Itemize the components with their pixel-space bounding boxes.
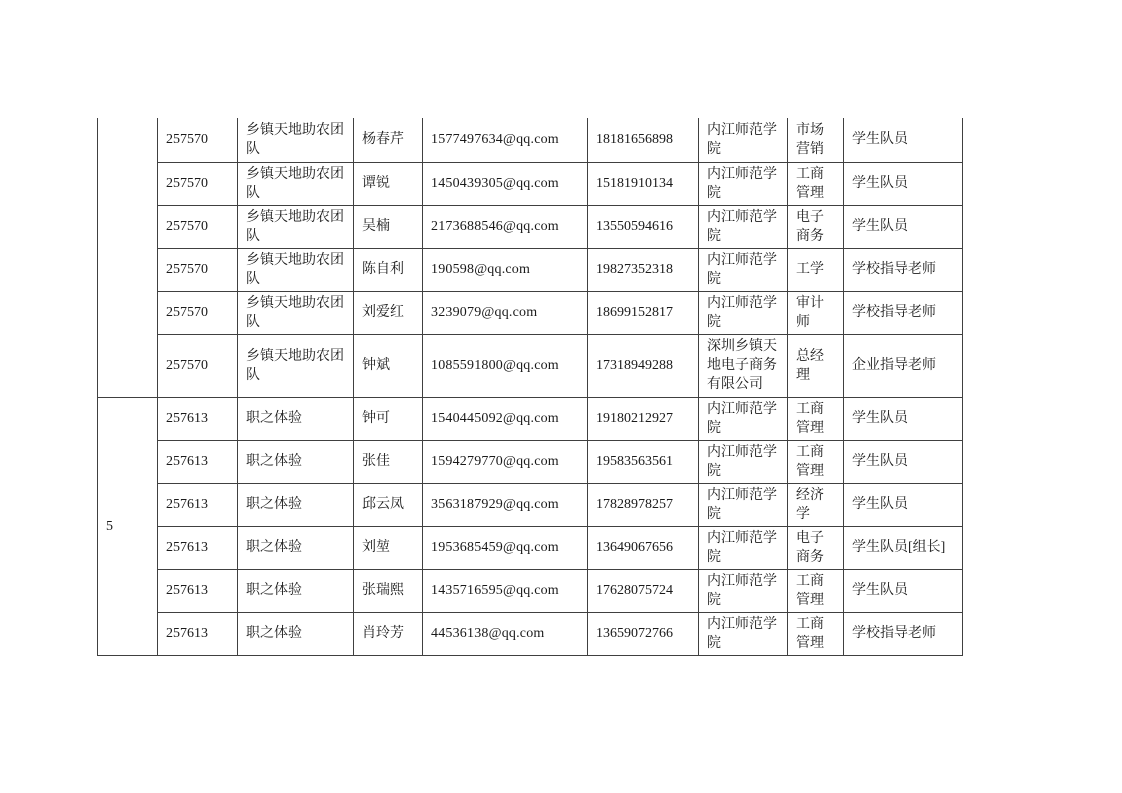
team-id-cell: 257613 bbox=[158, 612, 238, 655]
team-id-cell: 257613 bbox=[158, 440, 238, 483]
phone-cell: 15181910134 bbox=[588, 162, 699, 205]
team-name-cell: 职之体验 bbox=[238, 569, 354, 612]
team-id-cell: 257613 bbox=[158, 569, 238, 612]
member-name-cell: 刘爱红 bbox=[354, 291, 423, 334]
organization-cell: 深圳乡镇天地电子商务有限公司 bbox=[699, 334, 788, 397]
roster-row bbox=[98, 205, 963, 248]
email-cell: 3239079@qq.com bbox=[423, 291, 588, 334]
role-cell: 学校指导老师 bbox=[844, 612, 963, 655]
member-name-cell: 邱云凤 bbox=[354, 483, 423, 526]
phone-cell: 18181656898 bbox=[588, 118, 699, 162]
phone-cell: 19180212927 bbox=[588, 397, 699, 440]
role-cell: 学生队员 bbox=[844, 162, 963, 205]
member-name-cell: 张佳 bbox=[354, 440, 423, 483]
role-cell: 学生队员[组长] bbox=[844, 526, 963, 569]
role-cell: 学生队员 bbox=[844, 118, 963, 162]
team-name-cell: 乡镇天地助农团队 bbox=[238, 334, 354, 397]
organization-cell: 内江师范学院 bbox=[699, 526, 788, 569]
major-cell: 电子商务 bbox=[788, 205, 844, 248]
role-cell: 学校指导老师 bbox=[844, 291, 963, 334]
roster-row bbox=[98, 612, 963, 655]
team-id-cell: 257570 bbox=[158, 205, 238, 248]
major-cell: 工商管理 bbox=[788, 440, 844, 483]
email-cell: 1953685459@qq.com bbox=[423, 526, 588, 569]
member-name-cell: 钟可 bbox=[354, 397, 423, 440]
organization-cell: 内江师范学院 bbox=[699, 205, 788, 248]
team-name-cell: 乡镇天地助农团队 bbox=[238, 291, 354, 334]
team-name-cell: 职之体验 bbox=[238, 526, 354, 569]
roster-row bbox=[98, 483, 963, 526]
major-cell: 工商管理 bbox=[788, 162, 844, 205]
roster-row bbox=[98, 440, 963, 483]
role-cell: 企业指导老师 bbox=[844, 334, 963, 397]
major-cell: 工商管理 bbox=[788, 569, 844, 612]
member-name-cell: 钟斌 bbox=[354, 334, 423, 397]
email-cell: 44536138@qq.com bbox=[423, 612, 588, 655]
organization-cell: 内江师范学院 bbox=[699, 612, 788, 655]
email-cell: 1594279770@qq.com bbox=[423, 440, 588, 483]
team-name-cell: 职之体验 bbox=[238, 612, 354, 655]
phone-cell: 19827352318 bbox=[588, 248, 699, 291]
roster-row bbox=[98, 118, 963, 162]
member-name-cell: 吴楠 bbox=[354, 205, 423, 248]
phone-cell: 13649067656 bbox=[588, 526, 699, 569]
team-name-cell: 职之体验 bbox=[238, 440, 354, 483]
major-cell: 总经理 bbox=[788, 334, 844, 397]
organization-cell: 内江师范学院 bbox=[699, 248, 788, 291]
team-id-cell: 257570 bbox=[158, 291, 238, 334]
group-number-cell bbox=[98, 118, 158, 397]
role-cell: 学生队员 bbox=[844, 440, 963, 483]
phone-cell: 17318949288 bbox=[588, 334, 699, 397]
roster-row bbox=[98, 569, 963, 612]
group-number-cell: 5 bbox=[98, 397, 158, 655]
major-cell: 电子商务 bbox=[788, 526, 844, 569]
phone-cell: 13659072766 bbox=[588, 612, 699, 655]
roster-row bbox=[98, 526, 963, 569]
major-cell: 审计师 bbox=[788, 291, 844, 334]
team-id-cell: 257613 bbox=[158, 526, 238, 569]
phone-cell: 17628075724 bbox=[588, 569, 699, 612]
member-name-cell: 杨春芹 bbox=[354, 118, 423, 162]
team-roster-body bbox=[98, 118, 963, 655]
team-name-cell: 乡镇天地助农团队 bbox=[238, 248, 354, 291]
organization-cell: 内江师范学院 bbox=[699, 440, 788, 483]
major-cell: 工商管理 bbox=[788, 612, 844, 655]
team-id-cell: 257613 bbox=[158, 397, 238, 440]
role-cell: 学生队员 bbox=[844, 569, 963, 612]
email-cell: 1435716595@qq.com bbox=[423, 569, 588, 612]
member-name-cell: 谭锐 bbox=[354, 162, 423, 205]
roster-row bbox=[98, 291, 963, 334]
roster-row bbox=[98, 397, 963, 440]
organization-cell: 内江师范学院 bbox=[699, 397, 788, 440]
team-id-cell: 257570 bbox=[158, 162, 238, 205]
email-cell: 1540445092@qq.com bbox=[423, 397, 588, 440]
organization-cell: 内江师范学院 bbox=[699, 483, 788, 526]
role-cell: 学生队员 bbox=[844, 397, 963, 440]
member-name-cell: 张瑞熙 bbox=[354, 569, 423, 612]
roster-row bbox=[98, 334, 963, 397]
email-cell: 3563187929@qq.com bbox=[423, 483, 588, 526]
organization-cell: 内江师范学院 bbox=[699, 162, 788, 205]
team-id-cell: 257570 bbox=[158, 334, 238, 397]
member-name-cell: 陈自利 bbox=[354, 248, 423, 291]
major-cell: 市场营销 bbox=[788, 118, 844, 162]
roster-row bbox=[98, 162, 963, 205]
role-cell: 学生队员 bbox=[844, 205, 963, 248]
team-id-cell: 257570 bbox=[158, 118, 238, 162]
role-cell: 学生队员 bbox=[844, 483, 963, 526]
team-roster-table bbox=[97, 118, 963, 656]
phone-cell: 18699152817 bbox=[588, 291, 699, 334]
organization-cell: 内江师范学院 bbox=[699, 569, 788, 612]
organization-cell: 内江师范学院 bbox=[699, 118, 788, 162]
email-cell: 1085591800@qq.com bbox=[423, 334, 588, 397]
team-id-cell: 257570 bbox=[158, 248, 238, 291]
major-cell: 经济学 bbox=[788, 483, 844, 526]
team-name-cell: 职之体验 bbox=[238, 397, 354, 440]
team-name-cell: 乡镇天地助农团队 bbox=[238, 205, 354, 248]
role-cell: 学校指导老师 bbox=[844, 248, 963, 291]
major-cell: 工学 bbox=[788, 248, 844, 291]
roster-row bbox=[98, 248, 963, 291]
team-name-cell: 乡镇天地助农团队 bbox=[238, 118, 354, 162]
team-name-cell: 职之体验 bbox=[238, 483, 354, 526]
email-cell: 190598@qq.com bbox=[423, 248, 588, 291]
phone-cell: 19583563561 bbox=[588, 440, 699, 483]
phone-cell: 13550594616 bbox=[588, 205, 699, 248]
team-id-cell: 257613 bbox=[158, 483, 238, 526]
member-name-cell: 肖玲芳 bbox=[354, 612, 423, 655]
team-name-cell: 乡镇天地助农团队 bbox=[238, 162, 354, 205]
major-cell: 工商管理 bbox=[788, 397, 844, 440]
email-cell: 1577497634@qq.com bbox=[423, 118, 588, 162]
organization-cell: 内江师范学院 bbox=[699, 291, 788, 334]
email-cell: 1450439305@qq.com bbox=[423, 162, 588, 205]
phone-cell: 17828978257 bbox=[588, 483, 699, 526]
email-cell: 2173688546@qq.com bbox=[423, 205, 588, 248]
member-name-cell: 刘堃 bbox=[354, 526, 423, 569]
